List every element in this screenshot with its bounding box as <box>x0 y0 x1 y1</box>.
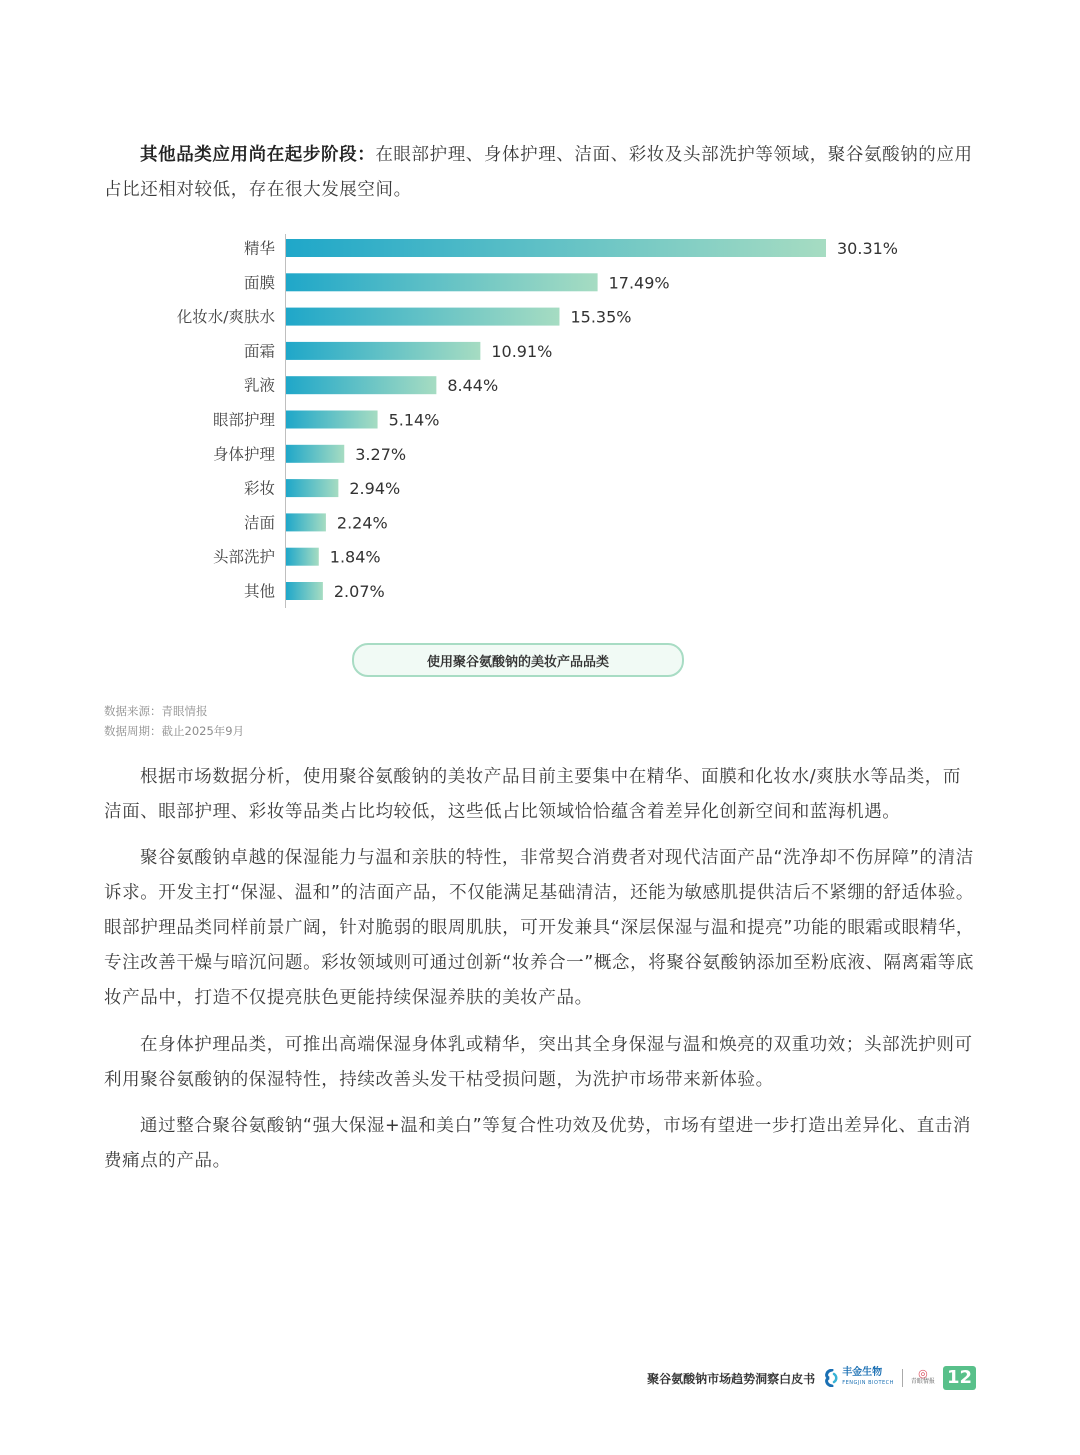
bar <box>286 239 826 257</box>
bar <box>286 548 319 566</box>
value-label: 30.31% <box>837 239 899 258</box>
qingyan-logo <box>910 1367 935 1386</box>
footer-divider <box>902 1369 903 1387</box>
bar <box>286 513 326 531</box>
value-label: 3.27% <box>355 444 407 464</box>
category-label: 眼部护理 <box>212 411 275 429</box>
category-label: 面膜 <box>243 273 275 292</box>
body-paragraph-4: 通过整合聚谷氨酸钠“强大保湿+温和美白”等复合性功效及优势，市场有望进一步打造出差异化、直击消费痛点的产品。 <box>104 1116 971 1171</box>
value-label: 8.44% <box>447 376 499 396</box>
data-period: 数据周期：截止2025年9月 <box>104 724 245 738</box>
qingyan-logo-icon: ◎ <box>918 1367 928 1380</box>
value-label: 2.24% <box>336 513 388 533</box>
value-label: 2.07% <box>333 582 385 601</box>
value-label: 1.84% <box>329 547 381 567</box>
category-label: 洁面 <box>243 513 275 532</box>
category-label: 头部洗护 <box>212 548 275 567</box>
bar <box>286 376 436 394</box>
value-label: 15.35% <box>570 307 632 327</box>
data-source: 数据来源：青眼情报 <box>104 704 208 718</box>
value-label: 17.49% <box>608 273 670 293</box>
body-paragraph-2: 聚谷氨酸钠卓越的保湿能力与温和亲肤的特性，非常契合消费者对现代洁面产品“洗净却不伤屏障”的清洁诉求。开发主打“保湿、温和”的洁面产品，不仅能满足基础清洁，还能为敏感肌提供洁后不紧绷的舒适体验。眼部护理品类同样前景广阔，针对脆弱的眼周肌肤，可开发兼具“深层保湿与温和提亮”功能的眼霜或眼精华，专注改善干燥与暗沉问题。彩妆领域则可通过创新“妆养合一”概念，将聚谷氨酸钠添加至粉底液、隔离霜等底妆产品中，打造不仅提亮肤色更能持续保湿养肤的美妆产品。 <box>104 848 975 1008</box>
chart-title: 使用聚谷氨酸钠的美妆产品品类 <box>352 643 684 677</box>
bar <box>286 582 323 600</box>
fengjin-logo-icon <box>823 1369 839 1387</box>
page-footer <box>647 1364 976 1392</box>
value-label: 2.94% <box>349 479 401 499</box>
bar <box>286 479 338 497</box>
intro-bold: 其他品类应用尚在起步阶段： <box>140 145 376 165</box>
category-label: 化妆水/爽肤水 <box>176 308 275 327</box>
bar-chart <box>0 226 1080 626</box>
intro-text: 在眼部护理、身体护理、洁面、彩妆及头部洗护等领域，聚谷氨酸钠的应用占比还相对较低，存在很大发展空间。 <box>104 145 973 200</box>
category-label: 其他 <box>243 582 275 601</box>
footer-title: 聚谷氨酸钠市场趋势洞察白皮书 <box>647 1371 816 1386</box>
category-label: 彩妆 <box>243 479 275 498</box>
bar <box>286 445 344 463</box>
value-label: 5.14% <box>388 410 440 430</box>
value-label: 10.91% <box>491 341 553 361</box>
bar <box>286 308 559 326</box>
fengjin-logo-en: FENGJIN BIOTECH <box>842 1380 894 1386</box>
category-label: 乳液 <box>243 376 275 395</box>
category-label: 面霜 <box>243 342 275 361</box>
fengjin-logo <box>823 1368 894 1388</box>
body-paragraph-3: 在身体护理品类，可推出高端保湿身体乳或精华，突出其全身保湿与温和焕亮的双重功效；头部洗护则可利用聚谷氨酸钠的保湿特性，持续改善头发干枯受损问题，为洗护市场带来新体验。 <box>104 1035 973 1090</box>
bar <box>286 273 598 291</box>
intro-paragraph <box>104 138 976 208</box>
category-label: 精华 <box>243 239 275 258</box>
category-label: 身体护理 <box>212 445 275 464</box>
qingyan-logo-text: 青眼情报 <box>910 1378 935 1385</box>
body-paragraph-1: 根据市场数据分析，使用聚谷氨酸钠的美妆产品目前主要集中在精华、面膜和化妆水/爽肤水等品类，而洁面、眼部护理、彩妆等品类占比均较低，这些低占比领域恰恰蕴含着差异化创新空间和蓝海机遇。 <box>104 767 961 822</box>
bar <box>286 342 480 360</box>
bar <box>286 411 378 429</box>
page-number: 12 <box>943 1366 976 1390</box>
fengjin-logo-cn: 丰金生物 <box>842 1367 883 1378</box>
